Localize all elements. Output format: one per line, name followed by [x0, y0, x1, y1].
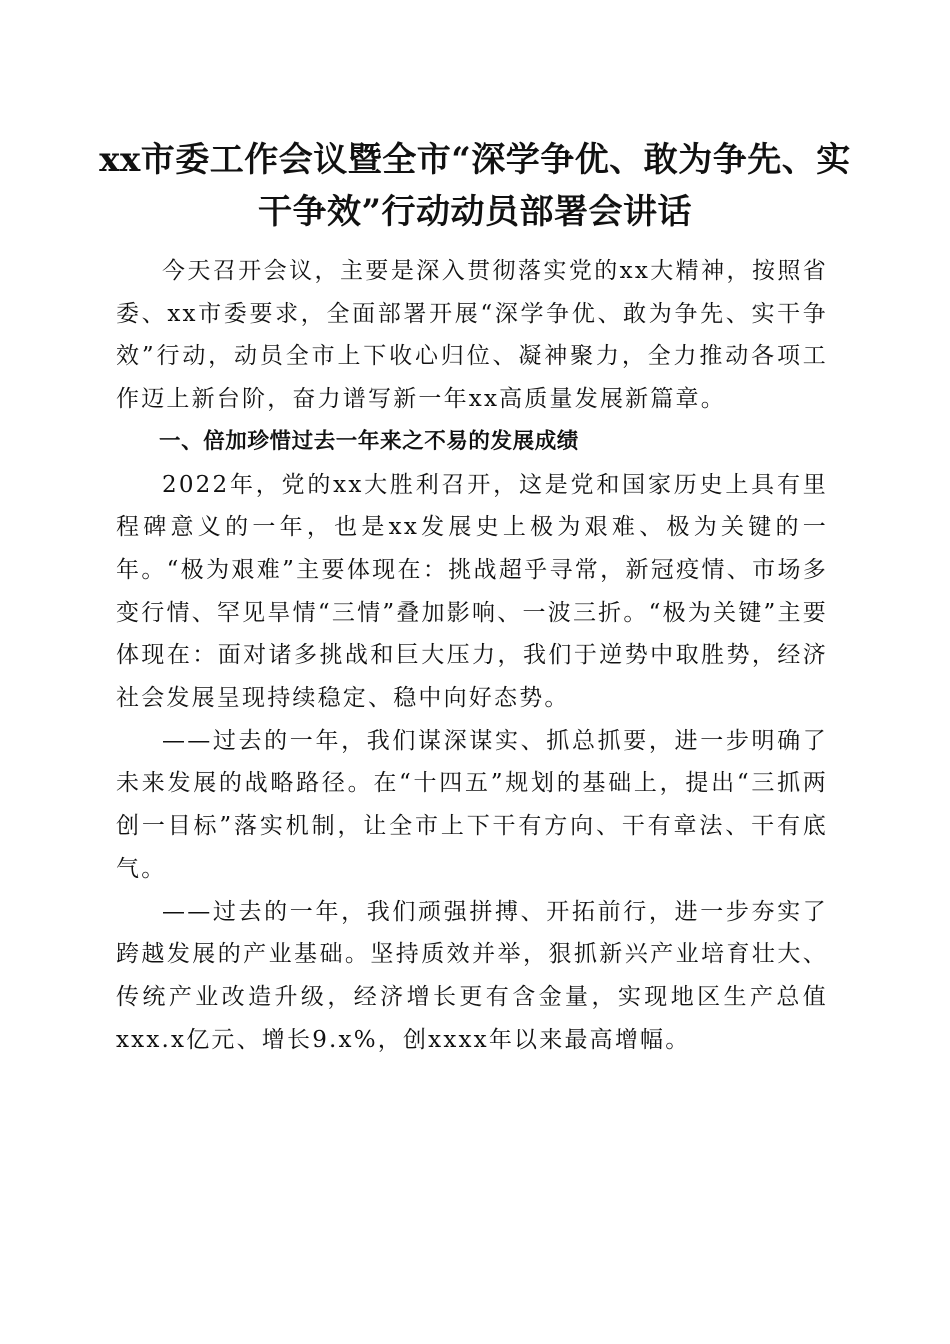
- body-paragraph: ——过去的一年，我们顽强拼搏、开拓前行，进一步夯实了跨越发展的产业基础。坚持质效并举，狠抓新兴产业培育壮大、传统产业改造升级，经济增长更有含金量，实现地区生产总值xxx.x亿元、增长9.x%，创xxxx年以来最高增幅。: [116, 898, 828, 1053]
- document-body: [116, 250, 828, 1061]
- body-paragraph: ——过去的一年，我们谋深谋实、抓总抓要，进一步明确了未来发展的战略路径。在“十四五”规划的基础上，提出“三抓两创一目标”落实机制，让全市上下干有方向、干有章法、干有底气。: [116, 727, 828, 882]
- body-paragraph: 2022年，党的xx大胜利召开，这是党和国家历史上具有里程碑意义的一年，也是xx发展史上极为艰难、极为关键的一年。“极为艰难”主要体现在：挑战超乎寻常，新冠疫情、市场多变行情、罕见旱情“三情”叠加影响、一波三折。“极为关键”主要体现在：面对诸多挑战和巨大压力，我们于逆势中取胜势，经济社会发展呈现持续稳定、稳中向好态势。: [116, 471, 828, 712]
- document-title: xx市委工作会议暨全市“深学争优、敢为争先、实干争效”行动动员部署会讲话: [99, 140, 851, 232]
- intro-paragraph: 今天召开会议，主要是深入贯彻落实党的xx大精神，按照省委、xx市委要求，全面部署开展“深学争优、敢为争先、实干争效”行动，动员全市上下收心归位、凝神聚力，全力推动各项工作迈上新台阶，奋力谱写新一年xx高质量发展新篇章。: [116, 258, 828, 413]
- section-heading: 一、倍加珍惜过去一年来之不易的发展成绩: [159, 428, 579, 454]
